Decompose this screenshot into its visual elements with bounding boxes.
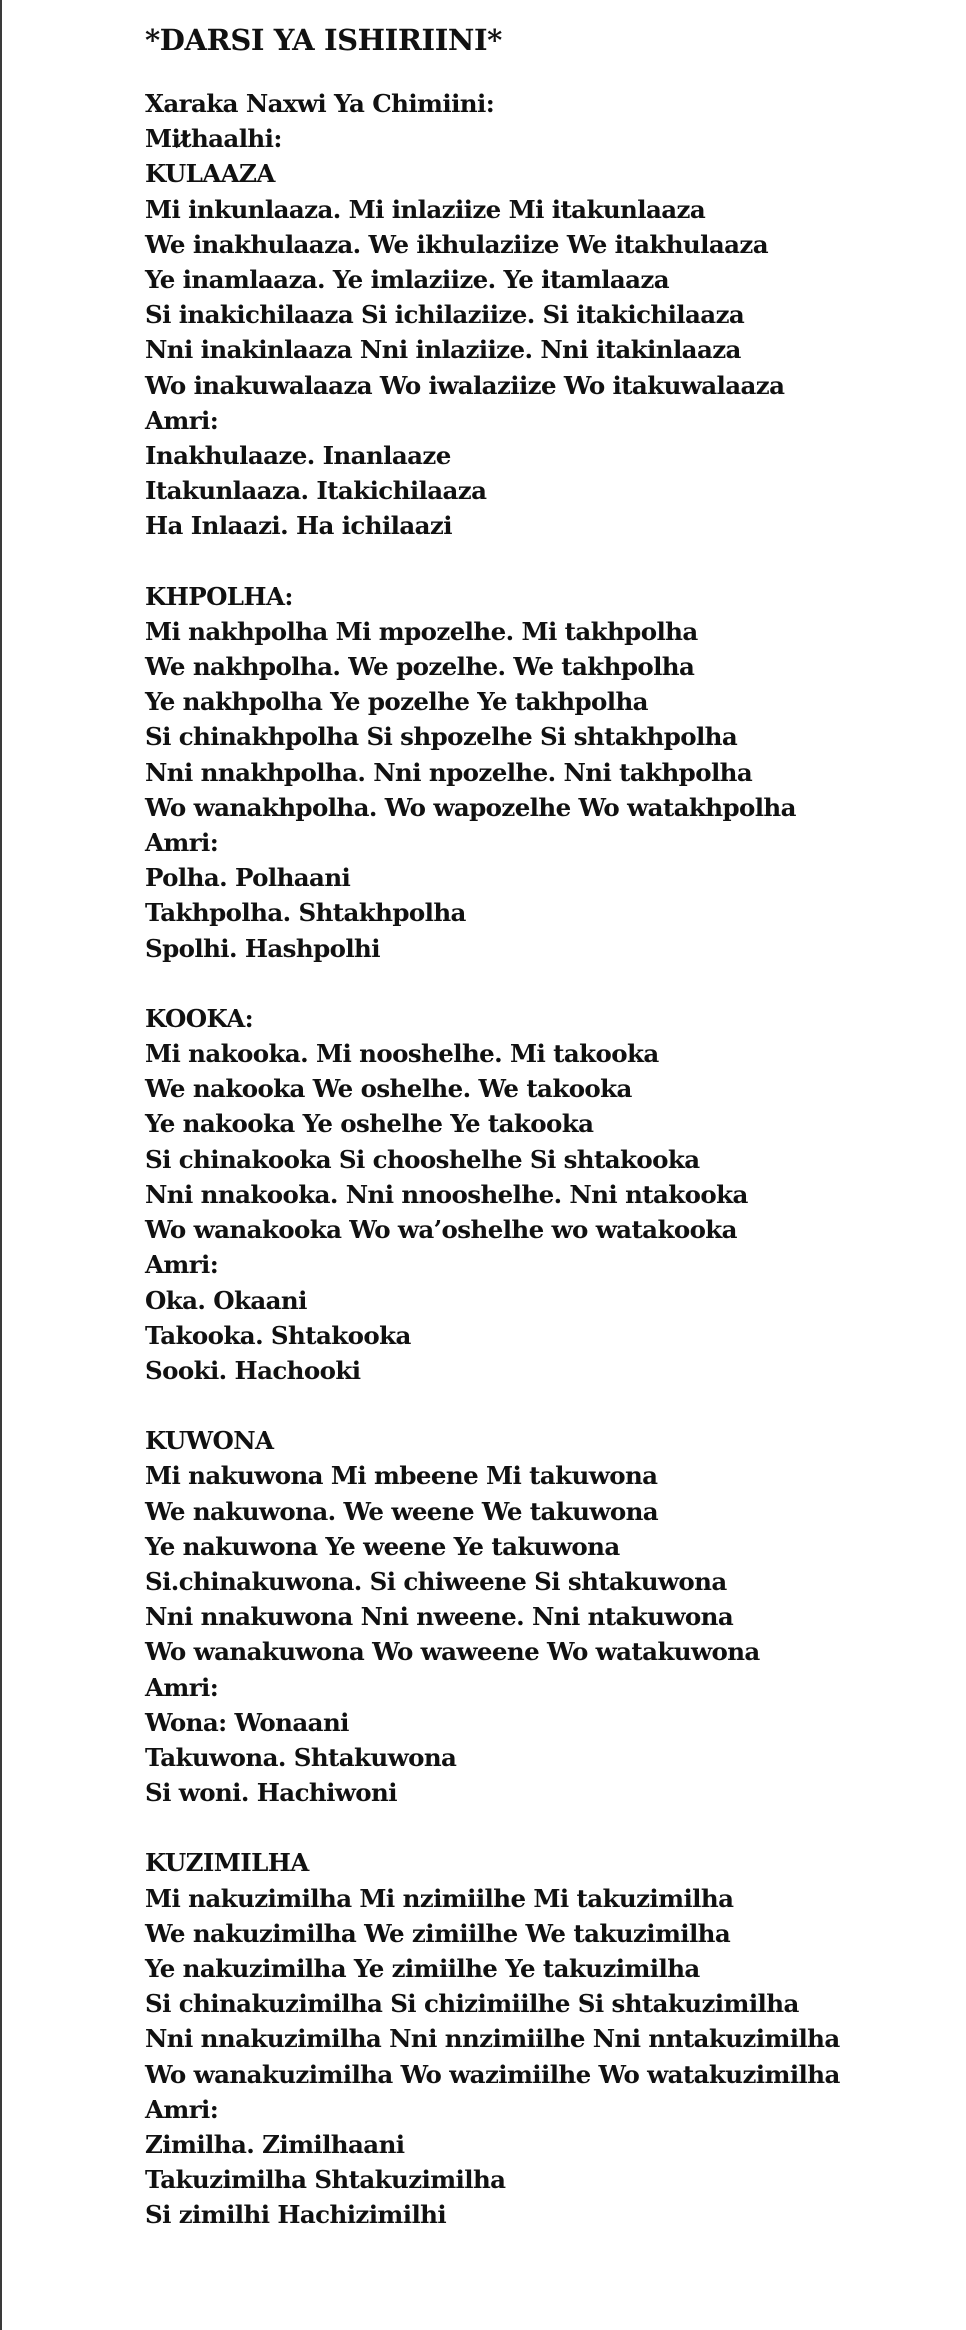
amri-label: Amri: bbox=[145, 405, 219, 435]
conjugation-line: Si chinakuzimilha Si chizimiilhe Si shtakuzimilha bbox=[145, 1989, 799, 2019]
conjugation-line: We nakhpolha. We pozelhe. We takhpolha bbox=[145, 652, 695, 682]
section-heading: KUZIMILHA bbox=[145, 1848, 309, 1878]
conjugation-line: Wo wanakuzimilha Wo wazimiilhe Wo watakuzimilha bbox=[145, 2059, 840, 2089]
conjugation-line: Ye inamlaaza. Ye imlaziize. Ye itamlaaza bbox=[145, 265, 670, 295]
conjugation-line: Ha Inlaazi. Ha ichilaazi bbox=[145, 511, 452, 541]
conjugation-line: Sooki. Hachooki bbox=[145, 1355, 361, 1385]
conjugation-line: Mi nakhpolha Mi mpozelhe. Mi takhpolha bbox=[145, 616, 698, 646]
conjugation-line: We inakhulaaza. We ikhulaziize We itakhulaaza bbox=[145, 229, 768, 259]
conjugation-line: Wo wanakhpolha. Wo wapozelhe Wo watakhpolha bbox=[145, 792, 796, 822]
section-heading: KUWONA bbox=[145, 1426, 274, 1456]
conjugation-line: Ye nakooka Ye oshelhe Ye takooka bbox=[145, 1109, 594, 1139]
conjugation-line: Si inakichilaaza Si ichilaziize. Si itakichilaaza bbox=[145, 300, 745, 330]
conjugation-line: Takuwona. Shtakuwona bbox=[145, 1742, 457, 1772]
conjugation-line: Si woni. Hachiwoni bbox=[145, 1778, 397, 1808]
conjugation-line: Si zimilhi Hachizimilhi bbox=[145, 2200, 447, 2230]
page-left-border bbox=[0, 0, 2, 2330]
verb-section bbox=[145, 1001, 945, 1388]
conjugation-line: Itakunlaaza. Itakichilaaza bbox=[145, 476, 487, 506]
conjugation-line: Wo wanakuwona Wo waweene Wo watakuwona bbox=[145, 1637, 760, 1667]
conjugation-line: Spolhi. Hashpolhi bbox=[145, 933, 380, 963]
conjugation-line: Si chinakooka Si chooshelhe Si shtakooka bbox=[145, 1144, 700, 1174]
amri-label: Amri: bbox=[145, 2094, 219, 2124]
intro-line: Mit̷haalhi: bbox=[145, 124, 282, 154]
conjugation-line: Nni nnakuwona Nni nweene. Nni ntakuwona bbox=[145, 1602, 734, 1632]
document-title: *DARSI YA ISHIRIINI* bbox=[145, 23, 502, 57]
conjugation-line: Mi nakuwona Mi mbeene Mi takuwona bbox=[145, 1461, 658, 1491]
amri-label: Amri: bbox=[145, 828, 219, 858]
conjugation-line: Inakhulaaze. Inanlaaze bbox=[145, 441, 451, 471]
amri-label: Amri: bbox=[145, 1250, 219, 1280]
conjugation-line: Ye nakuzimilha Ye zimiilhe Ye takuzimilha bbox=[145, 1953, 700, 1983]
section-heading: KOOKA: bbox=[145, 1003, 254, 1033]
verb-section bbox=[145, 1845, 945, 2232]
conjugation-line: Wona: Wonaani bbox=[145, 1707, 349, 1737]
section-heading: KULAAZA bbox=[145, 159, 275, 189]
conjugation-line: Ye nakuwona Ye weene Ye takuwona bbox=[145, 1531, 620, 1561]
conjugation-line: Takhpolha. Shtakhpolha bbox=[145, 898, 466, 928]
conjugation-line: Wo inakuwalaaza Wo iwalaziize Wo itakuwalaaza bbox=[145, 370, 785, 400]
conjugation-line: Ye nakhpolha Ye pozelhe Ye takhpolha bbox=[145, 687, 648, 717]
conjugation-line: Nni nnakhpolha. Nni npozelhe. Nni takhpolha bbox=[145, 757, 753, 787]
verb-section bbox=[145, 579, 945, 966]
conjugation-line: Nni inakinlaaza Nni inlaziize. Nni itakinlaaza bbox=[145, 335, 741, 365]
conjugation-line: Si.chinakuwona. Si chiweene Si shtakuwona bbox=[145, 1566, 727, 1596]
conjugation-line: Oka. Okaani bbox=[145, 1285, 307, 1315]
conjugation-line: Mi inkunlaaza. Mi inlaziize Mi itakunlaaza bbox=[145, 194, 706, 224]
intro-line: Xaraka Naxwi Ya Chimiini: bbox=[145, 89, 495, 118]
conjugation-line: Si chinakhpolha Si shpozelhe Si shtakhpolha bbox=[145, 722, 738, 752]
conjugation-line: Zimilha. Zimilhaani bbox=[145, 2129, 405, 2159]
conjugation-line: Nni nnakooka. Nni nnooshelhe. Nni ntakooka bbox=[145, 1179, 748, 1209]
conjugation-line: Takooka. Shtakooka bbox=[145, 1320, 411, 1350]
conjugation-line: We nakuzimilha We zimiilhe We takuzimilha bbox=[145, 1918, 731, 1948]
conjugation-line: We nakooka We oshelhe. We takooka bbox=[145, 1074, 632, 1104]
conjugation-line: Mi nakooka. Mi nooshelhe. Mi takooka bbox=[145, 1039, 659, 1069]
conjugation-line: Wo wanakooka Wo wa’oshelhe wo watakooka bbox=[145, 1215, 737, 1245]
conjugation-line: Nni nnakuzimilha Nni nnzimiilhe Nni nntakuzimilha bbox=[145, 2024, 840, 2054]
verb-section bbox=[145, 1423, 945, 1810]
conjugation-line: Polha. Polhaani bbox=[145, 863, 351, 893]
conjugation-line: Takuzimilha Shtakuzimilha bbox=[145, 2165, 506, 2195]
conjugation-line: Mi nakuzimilha Mi nzimiilhe Mi takuzimilha bbox=[145, 1883, 734, 1913]
intro-block bbox=[145, 86, 945, 544]
conjugation-line: We nakuwona. We weene We takuwona bbox=[145, 1496, 659, 1526]
document-body bbox=[145, 18, 945, 2268]
amri-label: Amri: bbox=[145, 1672, 219, 1702]
section-heading: KHPOLHA: bbox=[145, 581, 293, 611]
